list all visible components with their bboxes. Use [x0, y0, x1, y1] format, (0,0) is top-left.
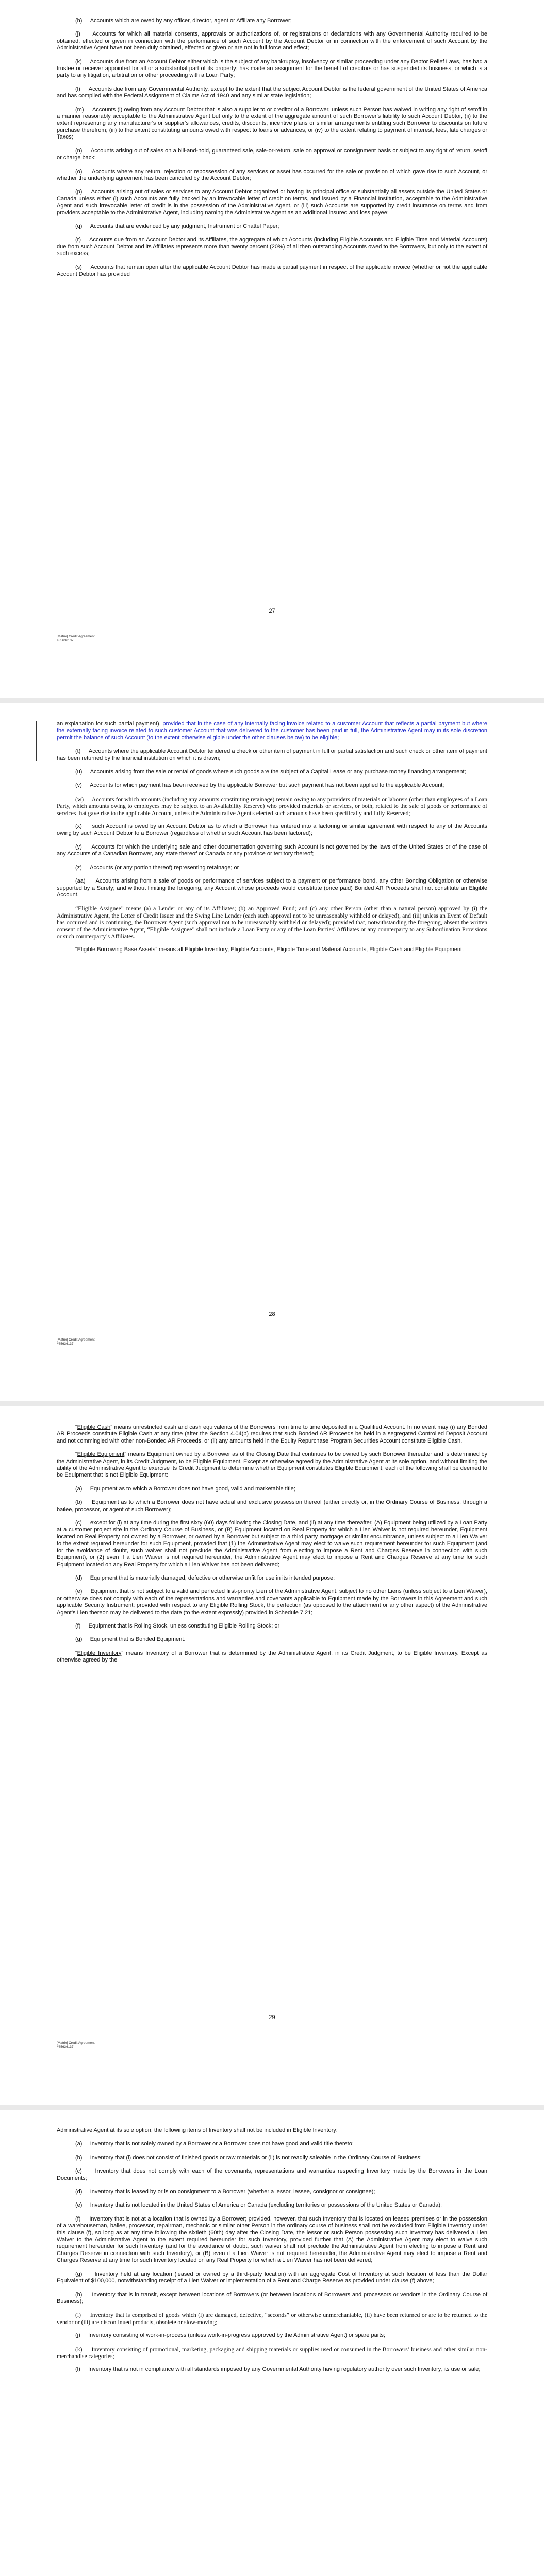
page-footer: [Matrix] Credit Agreement #85636137 — [57, 1338, 95, 1346]
inserted-text: , provided that in the case of any internally facing invoice related to a customer Account that reflects a partial payment but where the externally facing invoice related to such customer Account that was delivered to the customer has been paid in full, the Administrative Agent may in its sole discretion permit the balance of such Account (to the extent otherwise eligible under the other clauses below) to be eligible; — [57, 721, 487, 741]
paragraph: (l) Accounts due from any Governmental Authority, except to the extent that the subject Account Debtor is the federal government of the United States of America and has complied with the Federal Assignment of Claims Act of 1940 and any similar state legislation; — [57, 86, 487, 99]
paragraph: (f) Equipment that is Rolling Stock, unless constituting Eligible Rolling Stock; or — [75, 1622, 280, 1629]
paragraph: (q) Accounts that are evidenced by any judgment, Instrument or Chattel Paper; — [75, 223, 279, 229]
paragraph: (h) Accounts which are owed by any officer, director, agent or Affiliate any Borrower; — [75, 18, 292, 24]
paragraph: (g) Inventory held at any location (leased or owned by a third-party location) with an aggregate Cost of Inventory at such location of less than the Dollar Equivalent of $100,000, notwithstanding receipt of a Lien Waiver or implementation of a Rent and Charge Reserve as provided under clause (f) above; — [57, 2270, 487, 2284]
paragraph: (a) Inventory that is not solely owned by a Borrower or a Borrower does not have good and valid title thereto; — [75, 2141, 354, 2147]
page-footer: [Matrix] Credit Agreement #85636137 — [57, 2041, 95, 2049]
paragraph: (k) Accounts due from an Account Debtor either which is the subject of any bankruptcy, insolvency or similar proceeding under any Debtor Relief Laws, has had a trustee or receiver appointed for all or a substantial part of its property; has made an assignment for the benefit of creditors or has suspended its business, or which is a party to any litigation, arbitration or other proceeding with a Loan Party; — [57, 58, 487, 79]
paragraph: (o) Accounts where any return, rejection or repossession of any services or asset has occurred for the sale or provision of which gave rise to such Account, or whether the underlying agreement has been canceled by the Account Debtor; — [57, 168, 487, 181]
revision-change-bar — [36, 721, 37, 761]
paragraph: (k) Inventory consisting of promotional, marketing, packaging and shipping materials or supplies used or consumed in the Borrowers’ business and other similar non-merchandise categories; — [57, 2346, 487, 2360]
definition-eligible-assignee: “Eligible Assignee” means (a) a Lender or any of its Affiliates; (b) an Approved Fund; and (c) any other Person (other than a natural person) approved by (i) the Administrative Agent, the Letter of Credit Issuer and the Swing Line Lender (each such approval not to be unreasonably withheld or delayed), and (iii) unless an Event of Default has occurred and is continuing, the Borrower Agent (such approval not to be unreasonably withheld or delayed); provided that, notwithstanding the foregoing, absent the written consent of the Administrative Agent, “Eligible Assignee” shall not include a Loan Party or any of the Loan Parties’ Affiliates or any counterparty to any Subordination Provisions or such counterparty’s Affiliates. — [57, 905, 487, 940]
definition-eligible-equipment: “Eligible Equipment” means Equipment owned by a Borrower as of the Closing Date that continues to be owned by such Borrower thereafter and is determined by the Administrative Agent, in its Credit Judgment, to be Eligible Equipment. Except as otherwise agreed by the Administrative Agent at its sole option, and without limiting the ability of the Administrative Agent to exercise its Credit Judgment to determine whether Equipment constitutes Eligible Equipment, each of the following shall be deemed to be Equipment that is not Eligible Equipment: — [57, 1451, 487, 1479]
paragraph: (s) Accounts that remain open after the applicable Account Debtor has made a partial payment in respect of the applicable invoice (whether or not the applicable Account Debtor has provided — [57, 264, 487, 277]
page-27 — [0, 0, 544, 698]
paragraph: (r) Accounts due from an Account Debtor and its Affiliates, the aggregate of which Accounts (including Eligible Accounts and Eligible Time and Material Accounts) due from such Account Debtor and its Affiliates represents more than twenty percent (20%) of all then outstanding Accounts owed to the Borrowers, but only to the extent of such excess; — [57, 236, 487, 257]
paragraph: (p) Accounts arising out of sales or services to any Account Debtor organized or having its principal office or substantially all assets outside the United States or Canada unless either (i) such Accounts are fully backed by an irrevocable letter of credit on terms, and issued by a Financial Institution, acceptable to the Administrative Agent and such irrevocable letter of credit is in the possession of the Administrative Agent, or (iii) such Accounts are supported by credit insurance on terms and from providers acceptable to the Administrative Agent, including naming the Administrative Agent as an additional insured and loss payee; — [57, 189, 487, 216]
paragraph: (aa) Accounts arising from a sale of goods or performance of services subject to a payment or performance bond, any other Bonding Obligation or otherwise supported by a Surety; and without limiting the foregoing, any Account whose proceeds would constitute (once paid) Bonded AR Proceeds shall not constitute an Eligible Account. — [57, 878, 487, 898]
paragraph: (c) except for (i) at any time during the first sixty (60) days following the Closing Date, and (ii) at any time thereafter, (A) Equipment being utilized by a Loan Party at a customer project site in the Ordinary Course of Business, or (B) Equipment located on Real Property for which a Lien Waiver is not required hereunder, Equipment located on Real Property not owned by a Borrower, or owned by a Borrower but subject to a third party mortgage or similar encumbrance, unless subject to a Lien Waiver to the extent required hereunder for such Equipment, provided that (1) the Administrative Agent may elect to waive such requirement hereunder for such Equipment (and for the avoidance of doubt, such waiver shall not preclude the Administrative Agent from electing to impose a Rent and Charges Reserve in connection with such Equipment), or (2) even if a Lien Waiver is not required hereunder, the Administrative Agent may elect to impose a Rent and Charges Reserve at any time for such Equipment located on any Real Property for which a Lien Waiver has not been delivered; — [57, 1520, 487, 1568]
paragraph: (h) Inventory that is in transit, except between locations of Borrowers (or between locations of Borrowers and processors or vendors in the Ordinary Course of Business); — [57, 2291, 487, 2304]
paragraph: (b) Equipment as to which a Borrower does not have actual and exclusive possession thereof (either directly or, in the Ordinary Course of Business, through a bailee, processor, or agent of such Borrower); — [57, 1499, 487, 1513]
paragraph: (c) Inventory that does not comply with each of the covenants, representations and warranties respecting Inventory made by the Borrowers in the Loan Documents; — [57, 2168, 487, 2181]
paragraph: (l) Inventory that is not in compliance with all standards imposed by any Governmental Authority having regulatory authority over such Inventory, its use or sale; — [75, 2366, 481, 2373]
paragraph: (i) Inventory that is comprised of goods which (i) are damaged, defective, “seconds” or otherwise unmerchantable, (ii) have been returned or are to be returned to the vendor or (iii) are discontinued products, obsolete or slow-moving; — [57, 2312, 487, 2326]
paragraph: (f) Inventory that is not at a location that is owned by a Borrower; provided, however, that such Inventory that is located on leased premises or in the possession of a warehouseman, bailee, processor, repairman, mechanic or similar other Person in the ordinary course of business shall not be excluded from Eligible Inventory under this clause (f), so long as at any time following the sixtieth (60th) day after the Closing Date, the lessor or such Person possessing such Inventory has delivered a Lien Waiver to the Administrative Agent to the extent required hereunder for such Inventory, provided further that (A) the Administrative Agent may elect to waive such requirement hereunder for such Inventory (and for the avoidance of doubt, such waiver shall not preclude the Administrative Agent from electing to impose a Rent and Charges Reserve in connection with such Inventory), or (B) even if a Lien Waiver is not required hereunder, the Administrative Agent may elect to impose a Rent and Charges Reserve at any time for such Inventory located on any Real Property for which a Lien Waiver has not been delivered; — [57, 2215, 487, 2264]
paragraph: (n) Accounts arising out of sales on a bill-and-hold, guaranteed sale, sale-or-return, sale on approval or consignment basis or subject to any right of return, setoff or charge back; — [57, 147, 487, 161]
definition-eligible-inventory: “Eligible Inventory” means Inventory of a Borrower that is determined by the Administrative Agent, in its Credit Judgment, to be Eligible Inventory. Except as otherwise agreed by the — [57, 1650, 487, 1664]
paragraph: (e) Equipment that is not subject to a valid and perfected first-priority Lien of the Administrative Agent, subject to no other Liens (unless subject to a Lien Waiver), or otherwise does not comply with each of the representations and warranties and covenants applicable to Equipment made by the Borrowers in this Agreement and such applicable Security Instrument; provided with respect to any Eligible Rolling Stock, the perfection (as opposed to the attachment or any other aspect) of the Administrative Agent’s Lien thereon may be delivered to the date (to the extent expressly) provided in Schedule 7.21; — [57, 1588, 487, 1616]
paragraph: Administrative Agent at its sole option, the following items of Inventory shall not be included in Eligible Inventory: — [57, 2127, 338, 2133]
paragraph: (x) such Account is owed by an Account Debtor as to which a Borrower has entered into a factoring or similar agreement with respect to any of the Accounts owing by such Account Debtor to a Borrower (regardless of whether such Account has been factored); — [57, 823, 487, 837]
paragraph: (j) Inventory consisting of work-in-process (unless work-in-progress approved by the Administrative Agent) or spare parts; — [75, 2332, 385, 2339]
paragraph: (g) Equipment that is Bonded Equipment. — [75, 1636, 186, 1643]
paragraph: (a) Equipment as to which a Borrower does not have good, valid and marketable title; — [75, 1485, 295, 1492]
paragraph: (m) Accounts (i) owing from any Account Debtor that is also a supplier to or creditor of a Borrower, unless such Person has waived in writing any right of setoff in a manner reasonably acceptable to the Administrative Agent but only to the extent of the aggregate amount of such Borrower's liability to such Account Debtor, (ii) to the extent representing any manufacturer's or supplier's allowances, credits, discounts, incentive plans or similar arrangements entitling such Borrower to discounts on future purchase therefrom; (iii) to the extent constituting amounts owed with respect to loans or advances, or (iv) to the extent relating to payment of interest, fees, late charges or Taxes; — [57, 106, 487, 141]
paragraph: (w) Accounts for which amounts (including any amounts constituting retainage) remain owing to any providers of materials or laborers (other than employees of a Loan Party, which amounts owing to employees may be subject to an Availability Reserve) who provided materials or services, or both, related to the sale of goods or performance of services that gave rise to the applicable Account, unless the Administrative Agent's elected such amounts have been specifically and fully Reserved; — [57, 795, 487, 817]
definition-eligible-cash: “Eligible Cash” means unrestricted cash and cash equivalents of the Borrowers from time to time deposited in a Qualified Account. In no event may (i) any Bonded AR Proceeds constitute Eligible Cash at any time (after the Section 4.04(b) requires that such Bonded AR Proceeds be held in a segregated Controlled Deposit Account and not commingled with other non-Bonded AR Proceeds, or (ii) any amounts held in the Equity Repurchase Program Securities Account constitute Eligible Cash. — [57, 1424, 487, 1444]
definition-eligible-borrowing-base-assets: “Eligible Borrowing Base Assets” means all Eligible Inventory, Eligible Accounts, Eligible Time and Material Accounts, Eligible Cash and Eligible Equipment. — [75, 946, 464, 953]
paragraph: (t) Accounts where the applicable Account Debtor tendered a check or other item of payment in full or partial satisfaction and such check or other item of payment has been returned by the financial institution on which it is drawn; — [57, 748, 487, 761]
page-number: 28 — [269, 1311, 275, 1317]
page-28 — [0, 703, 544, 1401]
paragraph: (b) Inventory that (i) does not consist of finished goods or raw materials or (ii) is not readily saleable in the Ordinary Course of Business; — [75, 2154, 422, 2161]
continued-paragraph: an explanation for such partial payment), provided that in the case of any internally facing invoice related to a customer Account that reflects a partial payment but where the externally facing invoice related to such customer Account that was delivered to the customer has been paid in full, the Administrative Agent may in its sole discretion permit the balance of such Account (to the extent otherwise eligible under the other clauses below) to be eligible; — [57, 721, 487, 741]
page-footer: [Matrix] Credit Agreement #85636137 — [57, 635, 95, 642]
paragraph: (u) Accounts arising from the sale or rental of goods where such goods are the subject of a Capital Lease or any purchase money financing arrangement; — [75, 769, 466, 775]
paragraph: (y) Accounts for which the underlying sale and other documentation governing such Account is not governed by the laws of the United States or of the case of any Accounts of a Canadian Borrower, any state thereof or Canada or any province or territory thereof; — [57, 843, 487, 857]
page-30 — [0, 2110, 544, 2576]
paragraph: (j) Accounts for which all material consents, approvals or authorizations of, or registrations or declarations with any Governmental Authority required to be obtained, effected or given in connection with the performance of such Account by the Account Debtor or in connection with the enforcement of such Account by the Administrative Agent have not been duly obtained, effected or given or are not in full force and effect; — [57, 31, 487, 52]
paragraph: (z) Accounts (or any portion thereof) representing retainage; or — [75, 864, 239, 871]
paragraph: (e) Inventory that is not located in the United States of America or Canada (excluding territories or possessions of the United States or Canada); — [75, 2202, 442, 2209]
paragraph: (d) Equipment that is materially damaged, defective or otherwise unfit for use in its intended purpose; — [75, 1574, 335, 1581]
page-number: 29 — [269, 2014, 275, 2021]
paragraph: (d) Inventory that is leased by or is on consignment to a Borrower (whether a lessor, lessee, consignor or consignee); — [75, 2189, 375, 2195]
page-number: 27 — [269, 608, 275, 614]
page-29 — [0, 1406, 544, 2105]
paragraph: (v) Accounts for which payment has been received by the applicable Borrower but such payment has not been applied to the applicable Account; — [75, 782, 444, 789]
